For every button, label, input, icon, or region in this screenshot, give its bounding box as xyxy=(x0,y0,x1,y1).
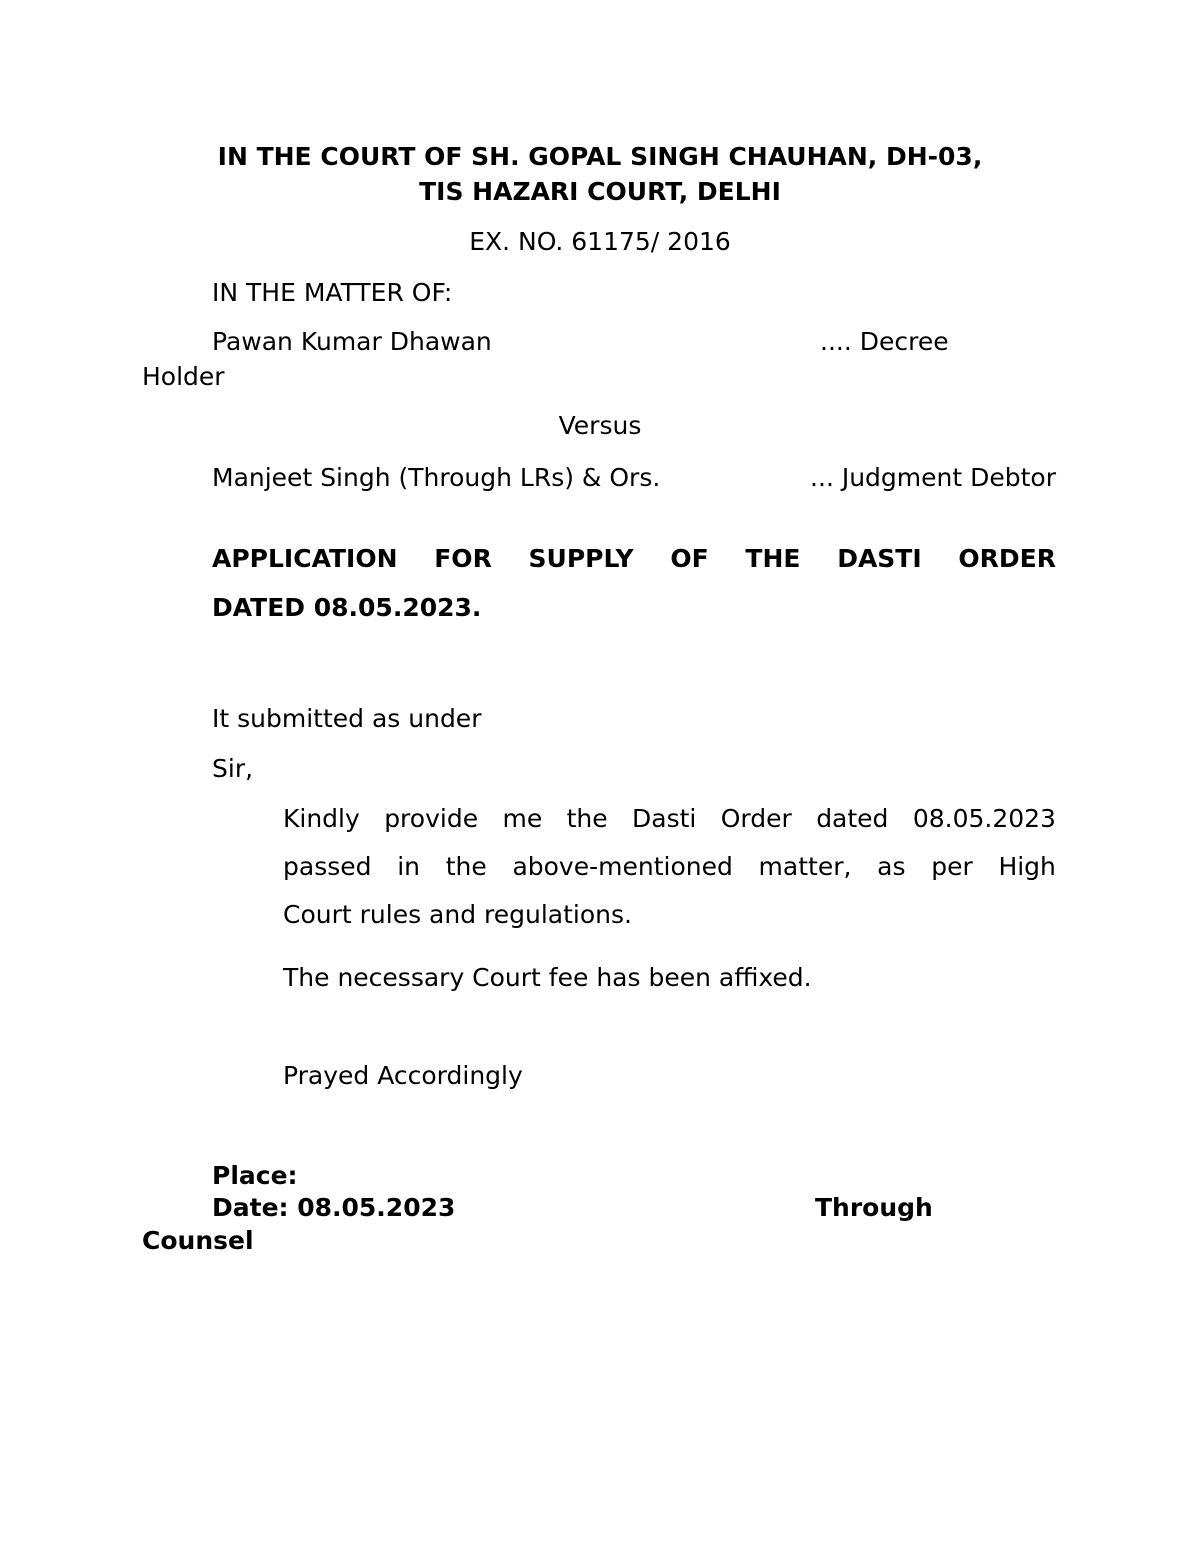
paragraph-word: me xyxy=(502,804,543,833)
paragraph-word: provide xyxy=(384,804,479,833)
through-label: Through xyxy=(815,1193,933,1222)
paragraph-word: the xyxy=(566,804,608,833)
paragraph-word: passed xyxy=(283,852,372,881)
court-title-line1: IN THE COURT OF SH. GOPAL SINGH CHAUHAN, DH-03, xyxy=(217,142,983,171)
application-title-word: THE xyxy=(745,544,801,573)
application-title-word: SUPPLY xyxy=(528,544,634,573)
application-title-word: DASTI xyxy=(837,544,922,573)
case-number: EX. NO. 61175/ 2016 xyxy=(469,227,731,256)
paragraph-word: in xyxy=(397,852,420,881)
counsel-label: Counsel xyxy=(142,1226,254,1255)
court-title-line2: TIS HAZARI COURT, DELHI xyxy=(419,177,781,206)
prayer-text: Prayed Accordingly xyxy=(283,1061,523,1090)
paragraph-word: dated xyxy=(816,804,889,833)
paragraph-1-line2 xyxy=(283,852,1056,882)
paragraph-word: Dasti xyxy=(632,804,697,833)
paragraph-word: matter, xyxy=(758,852,852,881)
paragraph-word: as xyxy=(877,852,906,881)
versus-label: Versus xyxy=(558,411,642,440)
place-label: Place: xyxy=(212,1161,298,1190)
application-title-word: ORDER xyxy=(958,544,1056,573)
petitioner-name: Pawan Kumar Dhawan xyxy=(212,327,492,356)
date-label: Date: 08.05.2023 xyxy=(212,1193,456,1222)
intro-text: It submitted as under xyxy=(212,704,482,733)
application-title-word: FOR xyxy=(434,544,492,573)
application-title-word: OF xyxy=(670,544,709,573)
petitioner-role-continued: Holder xyxy=(142,362,225,391)
paragraph-1-line3: Court rules and regulations. xyxy=(283,900,632,929)
paragraph-word: High xyxy=(998,852,1056,881)
paragraph-word: the xyxy=(445,852,487,881)
petitioner-role: .... Decree xyxy=(820,327,949,356)
respondent-role: ... Judgment Debtor xyxy=(810,463,1056,492)
matter-heading: IN THE MATTER OF: xyxy=(212,278,453,307)
paragraph-word: per xyxy=(931,852,973,881)
salutation: Sir, xyxy=(212,754,254,783)
paragraph-word: above-mentioned xyxy=(512,852,733,881)
paragraph-word: 08.05.2023 xyxy=(912,804,1056,833)
application-title-line1 xyxy=(212,544,1056,574)
paragraph-1-line1 xyxy=(283,804,1056,834)
application-title-line2: DATED 08.05.2023. xyxy=(212,593,482,622)
paragraph-2: The necessary Court fee has been affixed. xyxy=(283,963,812,992)
respondent-name: Manjeet Singh (Through LRs) & Ors. xyxy=(212,463,661,492)
application-title-word: APPLICATION xyxy=(212,544,398,573)
paragraph-word: Order xyxy=(720,804,792,833)
paragraph-word: Kindly xyxy=(283,804,360,833)
